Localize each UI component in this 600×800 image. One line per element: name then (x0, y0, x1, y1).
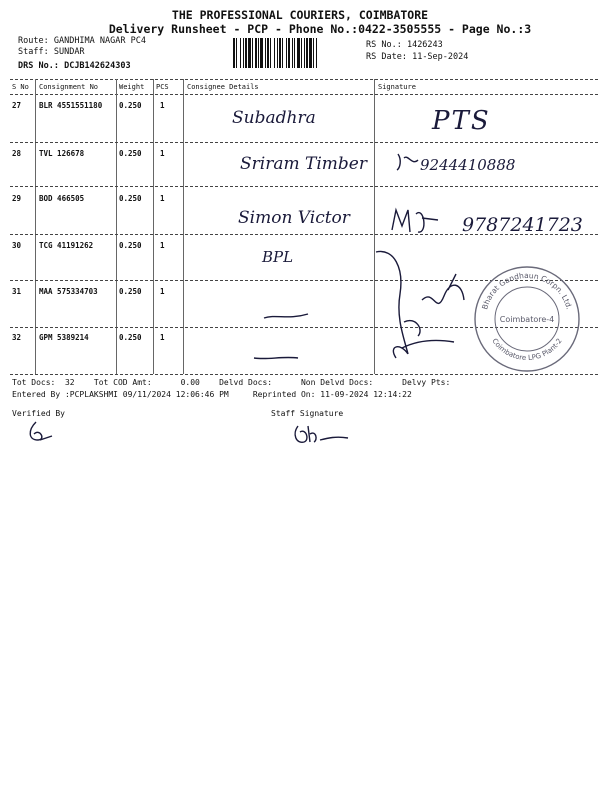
row-pcs: 1 (160, 194, 165, 203)
row-consignment: BLR 4551551180 (39, 101, 103, 110)
signature-handwriting: 9244410888 (420, 156, 516, 174)
col-header-consignment: Consignment No (39, 83, 99, 91)
row-sno: 29 (12, 194, 22, 203)
row-weight: 0.250 (119, 333, 142, 342)
row-consignment: BOD 466505 (39, 194, 85, 203)
totals-line: Tot Docs: 32 Tot COD Amt: 0.00 Delvd Docs: Non Delvd Docs: Delvy Pts: (12, 378, 451, 387)
stamp-bottom-text: Coimbatore LPG Plant-2 (490, 337, 564, 363)
row-weight: 0.250 (119, 241, 142, 250)
rs-date-value: 11-Sep-2024 (412, 52, 469, 62)
col-header-pcs: PCS (156, 83, 169, 91)
drs-label: DRS No.: (18, 61, 59, 71)
col-divider (183, 79, 184, 374)
consignee-handwriting: Sriram Timber (240, 154, 367, 174)
row-weight: 0.250 (119, 287, 142, 296)
row-consignment: MAA 575334703 (39, 287, 98, 296)
col-header-consignee: Consignee Details (187, 83, 259, 91)
drs-value: DCJB142624303 (64, 61, 131, 71)
row-weight: 0.250 (119, 194, 142, 203)
row-weight: 0.250 (119, 101, 142, 110)
col-divider (116, 79, 117, 374)
row-pcs: 1 (160, 149, 165, 158)
row-pcs: 1 (160, 101, 165, 110)
verifier-signature-scribble (26, 420, 56, 444)
signature-scribble (388, 204, 448, 238)
staff-label: Staff: (18, 47, 49, 57)
receiver-signature-scribble (374, 246, 484, 364)
consignee-scribble (252, 350, 302, 364)
signature-handwriting: PTS (432, 106, 491, 136)
row-consignment: TCG 41191262 (39, 241, 94, 250)
consignee-handwriting: Subadhra (232, 108, 316, 128)
rs-no-value: 1426243 (406, 40, 443, 50)
route-value: GANDHIMA NAGAR PC4 (53, 36, 146, 46)
rs-date-row (366, 52, 468, 62)
table-bottom-rule (10, 374, 598, 375)
row-pcs: 1 (160, 287, 165, 296)
entered-by-line: Entered By :PCPLAKSHMI 09/11/2024 12:06:46 PM Reprinted On: 11-09-2024 12:14:22 (12, 390, 412, 399)
row-sno: 32 (12, 333, 22, 342)
signature-scribble (394, 150, 422, 174)
row-weight: 0.250 (119, 149, 142, 158)
stamp-center-text: Coimbatore-4 (499, 315, 555, 324)
row-sno: 28 (12, 149, 22, 158)
verified-by-label: Verified By (12, 409, 65, 418)
col-divider (35, 79, 36, 374)
rs-no-label: RS No.: (366, 40, 402, 50)
company-stamp (472, 264, 582, 374)
barcode (233, 38, 358, 68)
consignee-scribble (262, 308, 312, 322)
staff-signature-scribble (292, 422, 352, 448)
table-header-rule (10, 94, 598, 95)
rs-no-row (366, 40, 443, 50)
row-sno: 27 (12, 101, 22, 110)
staff-value: SUNDAR (53, 47, 85, 57)
consignee-handwriting: Simon Victor (238, 208, 350, 228)
row-rule (10, 142, 598, 143)
row-pcs: 1 (160, 241, 165, 250)
route-label: Route: (18, 36, 49, 46)
stamp-top-text: Bharat Gandhaun Corpn. Ltd. (480, 270, 574, 311)
col-divider (153, 79, 154, 374)
consignee-handwriting: BPL (262, 248, 294, 266)
row-consignment: GPM 5389214 (39, 333, 89, 342)
svg-text:Bharat Gandhaun Corpn. Ltd. (480, 271, 574, 311)
row-pcs: 1 (160, 333, 165, 342)
drs-row (18, 61, 131, 71)
row-rule (10, 234, 598, 235)
rs-date-label: RS Date: (366, 52, 407, 62)
svg-text:Coimbatore LPG Plant-2 (490, 337, 563, 362)
company-title: THE PROFESSIONAL COURIERS, COIMBATORE (171, 8, 429, 22)
row-sno: 30 (12, 241, 22, 250)
row-sno: 31 (12, 287, 22, 296)
signature-handwriting: 9787241723 (462, 214, 583, 236)
row-rule (10, 186, 598, 187)
col-header-weight: Weight (119, 83, 145, 91)
row-consignment: TVL 126678 (39, 149, 85, 158)
table-top-rule (10, 79, 598, 80)
route-row (18, 36, 146, 46)
col-header-sno: S No (12, 83, 29, 91)
staff-signature-label: Staff Signature (271, 409, 344, 418)
runsheet-subtitle: Delivery Runsheet - PCP - Phone No.:0422-3505555 - Page No.:3 (108, 22, 532, 36)
col-header-signature: Signature (378, 83, 416, 91)
staff-row (18, 47, 85, 57)
